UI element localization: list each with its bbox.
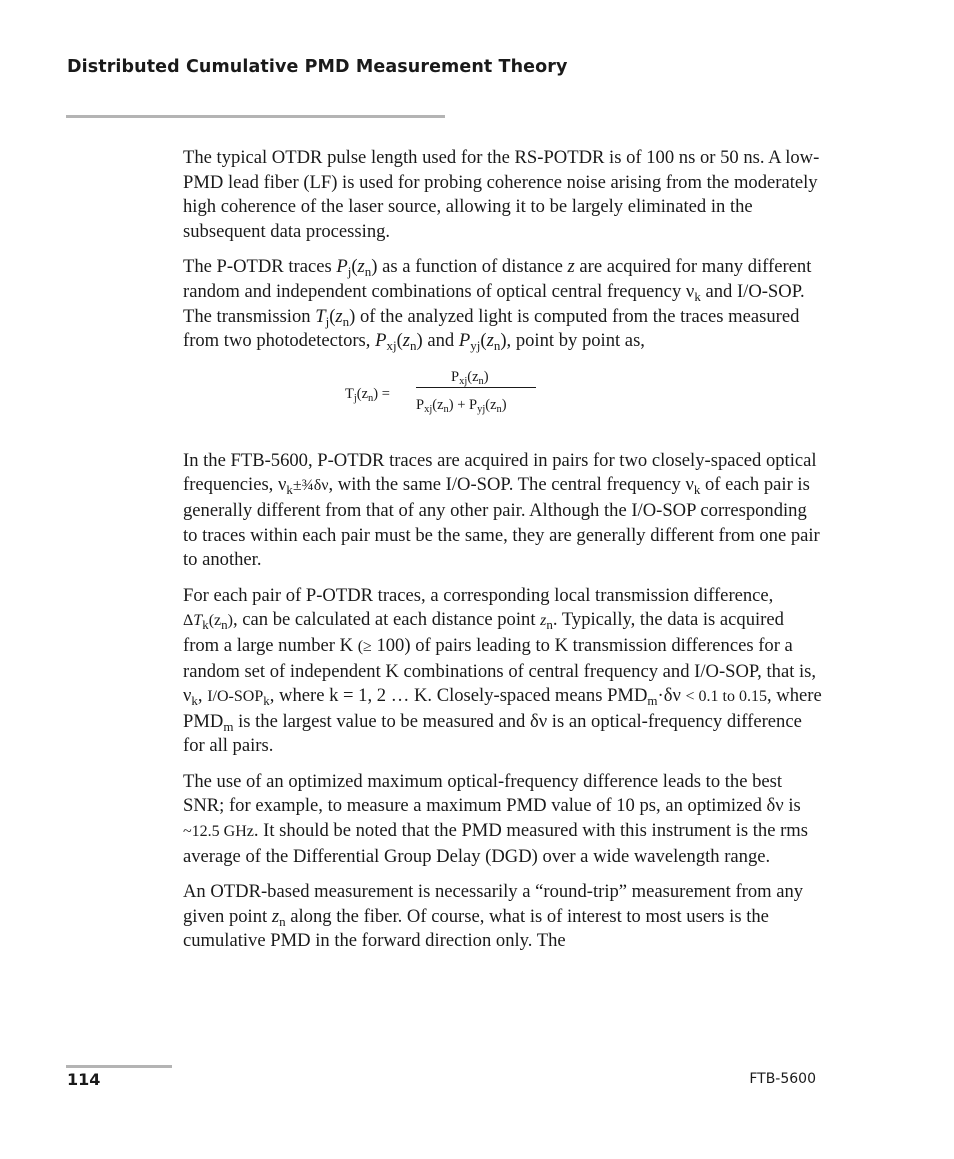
formula-lhs: $T_j(z_n)$ = — [345, 385, 390, 404]
header-divider — [66, 115, 445, 118]
paragraph-2: The P-OTDR traces $P_j(z_n)$ as a function of distance z are acquired for many different random and independent combinations of optical central frequency $\nu_k$ and I/O-SOP. The transmission $T_j(z_n)$ of the analyzed light is computed from the traces measured from two photodetectors, $P_{xj}(z_n)$ and $P_{yj}(z_n)$, point by point as, — [183, 256, 812, 354]
paragraph-6: An OTDR-based measurement is necessarily a “round-trip” measurement from any given point $z_n$ along the fiber. Of course, what is of interest to most users is the cumulative PMD in the forward direction only. The — [183, 881, 804, 952]
main-content — [183, 146, 823, 965]
product-name: FTB-5600 — [749, 1071, 816, 1087]
formula-numerator: $P_{xj}(z_n)$ — [451, 368, 489, 387]
section-title: Distributed Cumulative PMD Measurement Theory — [67, 57, 568, 77]
paragraph-1: The typical OTDR pulse length used for the RS-POTDR is of 100 ns or 50 ns. A low-PMD lead fiber (LF) is used for probing coherence noise arising from the moderately high coherence of the laser source, allowing it to be largely eliminated in the subsequent data processing. — [183, 147, 820, 242]
paragraph-5: The use of an optimized maximum optical-frequency difference leads to the best SNR; for example, to measure a maximum PMD value of 10 ps, an optimized δν is ~12.5 GHz. It should be noted that the PMD measured with this instrument is the rms average of the Differential Group Delay (DGD) over a wide wavelength range. — [183, 770, 809, 867]
formula-denominator: $P_{xj}(z_n) + P_{yj}(z_n)$ — [416, 396, 507, 415]
footer-divider — [66, 1065, 172, 1068]
paragraph-4: For each pair of P-OTDR traces, a corresponding local transmission difference, $\Delta T_k(z_n)$, can be calculated at each distance point $z_n$. Typically, the data is acquired from a large number K (≥ 100) of pairs leading to K transmission differences for a random set of independent K combinations of central frequency and I/O-SOP, that is, $\nu_k$, $I/O-SOP_k$, where k = 1, 2 … K. Closely-spaced means $PMD_m\cdot\delta\nu < 0.1$ to 0.15, where $PMD_m$ is the largest value to be measured and δν is an optical-frequency difference for all pairs. — [183, 584, 822, 757]
page-number: 114 — [67, 1070, 101, 1089]
paragraph-3: In the FTB-5600, P-OTDR traces are acquired in pairs for two closely-spaced optical frequencies, $\nu_k\pm\frac{3}{4}\delta\nu$, with the same I/O-SOP. The central frequency $\nu_k$ of each pair is generally different from that of any other pair. Although the I/O-SOP corresponding to traces within each pair must be the same, they are generally different from one pair to another. — [183, 449, 820, 571]
fraction-bar — [416, 387, 536, 388]
transmission-formula — [183, 369, 823, 425]
